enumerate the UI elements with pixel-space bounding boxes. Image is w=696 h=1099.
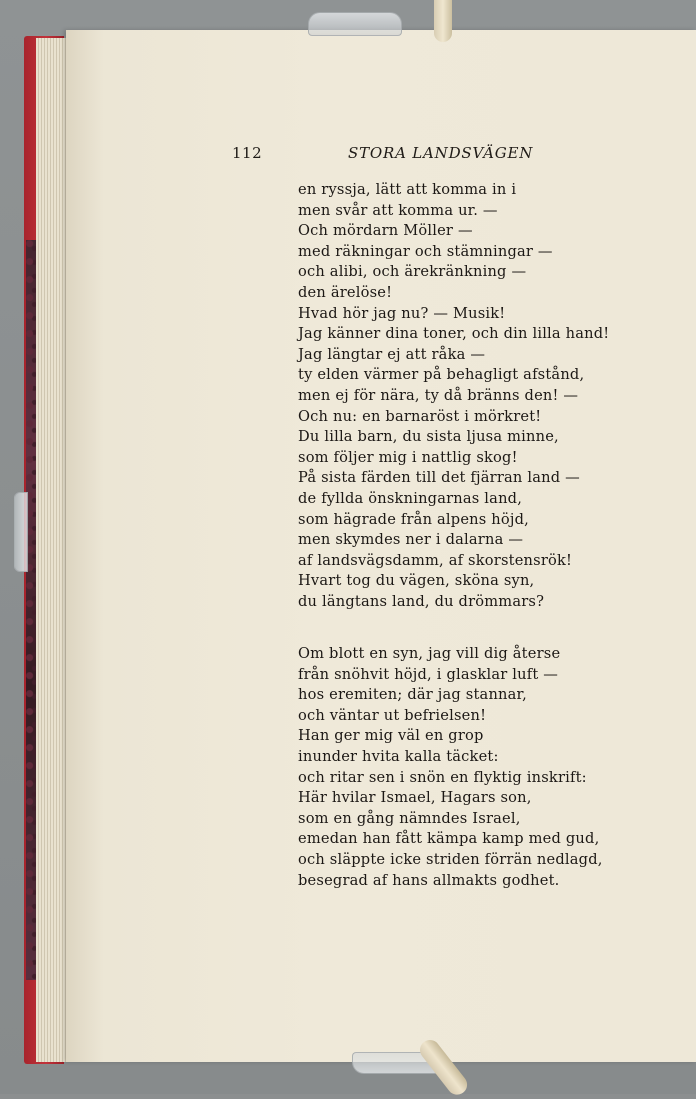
stanza-1 (298, 180, 688, 612)
poem-line: med räkningar och stämningar — (298, 242, 553, 260)
poem-line: och ritar sen i snön en flyktig inskrift: (298, 768, 587, 786)
page-number: 112 (232, 144, 263, 162)
page-header (0, 144, 696, 166)
poem-line: inunder hvita kalla täcket: (298, 747, 499, 765)
poem-line: Han ger mig väl en grop (298, 727, 484, 745)
poem-line: Och nu: en barnaröst i mörkret! (298, 407, 542, 425)
poem-line: Här hvilar Ismael, Hagars son, (298, 789, 532, 807)
poem-line: och väntar ut befrielsen! (298, 706, 487, 724)
poem-line: de fyllda önskningarnas land, (298, 489, 523, 507)
poem-line: Och mördarn Möller — (298, 222, 473, 240)
poem-line: hos eremiten; där jag stannar, (298, 686, 527, 704)
poem-line: ty elden värmer på behagligt afstånd, (298, 366, 585, 384)
poem-line: men ej för nära, ty då bränns den! — (298, 386, 579, 404)
poem-line: men svår att komma ur. — (298, 201, 498, 219)
poem-line: du längtans land, du drömmars? (298, 592, 545, 610)
poem-line: en ryssja, lätt att komma in i (298, 181, 517, 198)
poem-line: som hägrade från alpens höjd, (298, 510, 529, 528)
page-edges (36, 38, 70, 1062)
poem-line: Om blott en syn, jag vill dig återse (298, 645, 561, 662)
poem-line: som följer mig i nattlig skog! (298, 448, 518, 466)
stanza-2 (298, 644, 688, 891)
poem-line: och släppte icke striden förrän nedlagd, (298, 850, 603, 868)
poem-line: den ärelöse! (298, 283, 393, 301)
poem-line: af landsvägsdamm, af skorstensrök! (298, 551, 573, 569)
page-clip-top (308, 12, 402, 36)
poem-line: emedan han fått kämpa kamp med gud, (298, 830, 600, 848)
poem-line: och alibi, och ärekränkning — (298, 263, 527, 281)
poem-line: Jag känner dina toner, och din lilla hand! (298, 325, 610, 343)
running-head: STORA LANDSVÄGEN (348, 144, 534, 162)
poem-line: besegrad af hans allmakts godhet. (298, 871, 560, 889)
poem-line: Jag längtar ej att råka — (298, 345, 486, 363)
poem-line: som en gång nämndes Israel, (298, 809, 521, 827)
poem-line: Hvart tog du vägen, sköna syn, (298, 572, 535, 590)
page-clip-left (14, 492, 28, 572)
poem-line: Hvad hör jag nu? — Musik! (298, 304, 506, 322)
poem-line: från snöhvit höjd, i glasklar luft — (298, 665, 559, 683)
page-holder-stick-top (434, 0, 452, 42)
poem-line: men skymdes ner i dalarna — (298, 531, 524, 549)
poem-line: Du lilla barn, du sista ljusa minne, (298, 428, 559, 446)
poem-line: På sista färden till det fjärran land — (298, 469, 580, 487)
